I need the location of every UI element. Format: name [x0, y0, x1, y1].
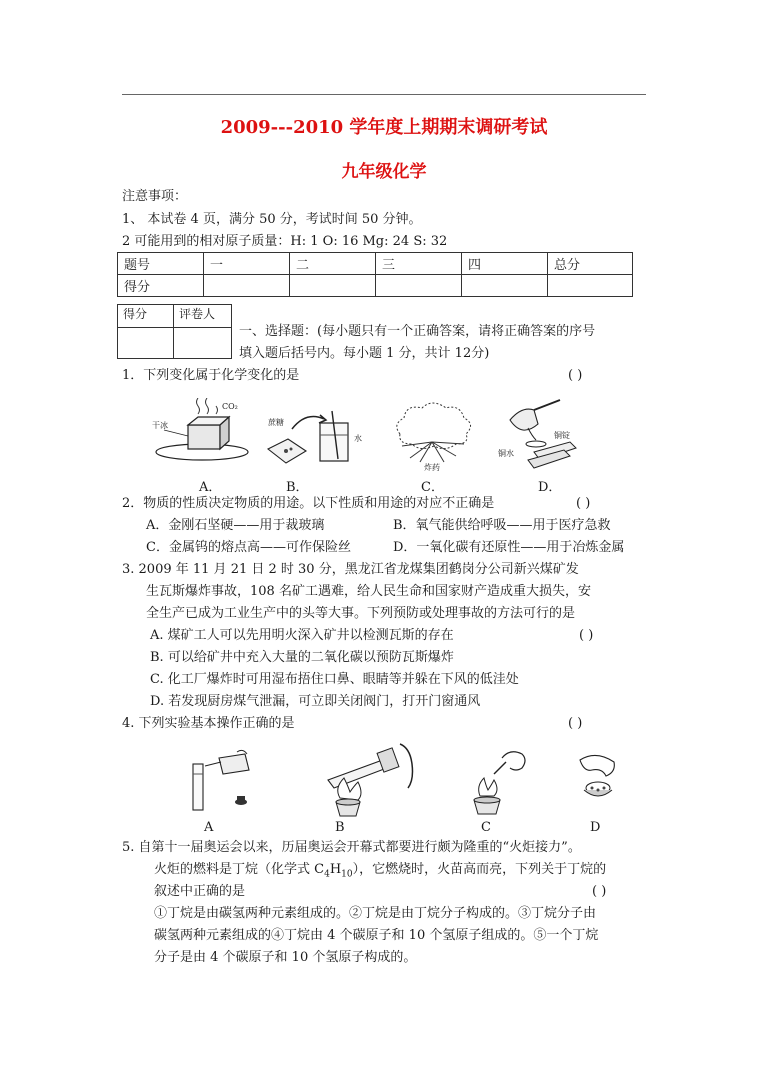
grader-name-cell[interactable] — [174, 328, 232, 359]
q4-answer-bracket[interactable]: ( ) — [568, 716, 583, 731]
water-label: 水 — [354, 434, 362, 443]
q4-label-d: D — [590, 820, 601, 835]
q1-label-a: A． — [199, 480, 222, 495]
score-row-label: 得分 — [118, 275, 204, 297]
extinguishing-lamp-image — [572, 752, 624, 812]
q5-stem-line-3: 叙述中正确的是 — [154, 884, 246, 899]
q5-stem-line-1: 5. 自第十一届奥运会以来，历届奥运会开幕式都要进行颇为隆重的“火炬接力”。 — [122, 840, 581, 855]
section-1-instructions-line-1: 一、选择题：(每小题只有一个正确答案，请将正确答案的序号 — [239, 324, 596, 339]
q3-option-a[interactable]: A. 煤矿工人可以先用明火深入矿井以检测瓦斯的存在 — [150, 628, 454, 643]
q2-option-d[interactable]: D．一氧化碳有还原性——用于冶炼金属 — [393, 540, 625, 555]
section-1-instructions-line-2: 填入题后括号内。每小题 1 分，共计 12分) — [239, 346, 490, 361]
score-cell[interactable] — [462, 275, 548, 297]
dry-ice-label: 干冰 — [152, 421, 168, 430]
dry-ice-sublimation-image — [150, 398, 255, 470]
score-cell[interactable] — [204, 275, 290, 297]
q5-stem-line-2 — [154, 860, 606, 885]
pouring-liquid-image — [175, 748, 255, 818]
score-header-cell: 二 — [290, 253, 376, 275]
q3-stem-line-2: 生瓦斯爆炸事故，108 名矿工遇难，给人民生命和国家财产造成重大损失，安 — [146, 584, 591, 599]
q5-statements-line-1: ①丁烷是由碳氢两种元素组成的。②丁烷是由丁烷分子构成的。③丁烷分子由 — [154, 906, 597, 921]
q1-figure-c — [380, 398, 486, 472]
q3-option-c[interactable]: C. 化工厂爆炸时可用湿布捂住口鼻、眼睛等并躲在下风的低洼处 — [150, 672, 519, 687]
q4-figure-c — [458, 744, 538, 820]
q1-figure-b — [262, 405, 366, 469]
q4-label-b: B — [335, 820, 345, 835]
q4-figure-b — [318, 742, 428, 822]
score-cell[interactable] — [548, 275, 633, 297]
score-header-cell: 总分 — [548, 253, 633, 275]
formula-subscript-h: 10 — [341, 869, 353, 880]
notes-line-1: 1、 本试卷 4 页，满分 50 分，考试时间 50 分钟。 — [122, 212, 422, 227]
q4-label-c: C — [481, 820, 491, 835]
q3-option-d[interactable]: D. 若发现厨房煤气泄漏，可立即关闭阀门，打开门窗通风 — [150, 694, 481, 709]
grader-score-cell[interactable] — [118, 328, 174, 359]
q5-statements-line-2: 碳氢两种元素组成的④丁烷由 4 个碳原子和 10 个氢原子组成的。⑤一个丁烷 — [154, 928, 599, 943]
molten-copper-casting-image — [494, 398, 586, 472]
q2-answer-bracket[interactable]: ( ) — [576, 496, 591, 511]
score-table — [117, 252, 633, 297]
score-header-cell: 一 — [204, 253, 290, 275]
notes-line-2: 2 可能用到的相对原子质量：H: 1 O: 16 Mg: 24 S: 32 — [122, 234, 448, 249]
q5-line2-text: 火炬的燃料是丁烷（化学式 C — [154, 862, 325, 877]
q4-figure-a — [175, 748, 255, 818]
q1-label-c: C． — [421, 480, 444, 495]
q4-stem: 4. 下列实验基本操作正确的是 — [122, 716, 295, 731]
heating-test-tube-image — [318, 742, 428, 822]
q4-figure-d — [572, 752, 624, 812]
q2-option-b[interactable]: B．氧气能供给呼吸——用于医疗急救 — [393, 518, 611, 533]
q1-label-b: B． — [286, 480, 309, 495]
score-header-cell: 三 — [376, 253, 462, 275]
sugar-label: 蔗糖 — [268, 418, 284, 427]
copper-ingot-label: 铜锭 — [554, 431, 570, 440]
q3-option-b[interactable]: B. 可以给矿井中充入大量的二氧化碳以预防瓦斯爆炸 — [150, 650, 454, 665]
score-cell[interactable] — [290, 275, 376, 297]
q3-stem-line-1: 3. 2009 年 11 月 21 日 2 时 30 分，黑龙江省龙煤集团鹤岗分公司新兴煤矿发 — [122, 562, 579, 577]
formula-h: H — [329, 862, 342, 877]
explosive-label: 炸药 — [424, 463, 440, 472]
grader-table — [117, 304, 232, 359]
score-table-score-row — [118, 275, 633, 297]
co2-label: CO₂ — [222, 402, 238, 411]
q3-answer-bracket[interactable]: ( ) — [579, 628, 594, 643]
q1-figure-a — [150, 398, 255, 470]
exam-title: 2009---2010 学年度上期期末调研考试 — [220, 117, 548, 138]
q1-figure-d — [494, 398, 586, 472]
exam-subtitle: 九年级化学 — [341, 162, 427, 182]
grader-name-label: 评卷人 — [174, 305, 232, 328]
q3-stem-line-3: 全生产已成为工业生产中的头等大事。下列预防或处理事故的方法可行的是 — [146, 606, 576, 621]
q2-stem: 2．物质的性质决定物质的用途。以下性质和用途的对应不正确是 — [122, 496, 495, 511]
q1-stem: 1．下列变化属于化学变化的是 — [122, 368, 300, 383]
q2-option-a[interactable]: A．金刚石坚硬——用于裁玻璃 — [146, 518, 325, 533]
copper-water-label: 铜水 — [498, 449, 514, 458]
lighting-alcohol-lamp-image — [458, 744, 538, 820]
grader-score-label: 得分 — [118, 305, 174, 328]
score-table-header-row — [118, 253, 633, 275]
score-header-cell: 题号 — [118, 253, 204, 275]
q1-answer-bracket[interactable]: ( ) — [568, 368, 583, 383]
sugar-dissolving-image — [262, 405, 366, 469]
q5-statements-line-3: 分子是由 4 个碳原子和 10 个氢原子构成的。 — [154, 950, 417, 965]
formula-subscript-c: 4 — [324, 869, 330, 880]
q4-label-a: A — [204, 820, 214, 835]
q2-option-c[interactable]: C．金属钨的熔点高——可作保险丝 — [146, 540, 351, 555]
notes-heading: 注意事项： — [122, 189, 188, 204]
q5-line2-rest: ），它燃烧时，火苗高而亮，下列关于丁烷的 — [352, 862, 607, 877]
q1-label-d: D． — [538, 480, 562, 495]
score-cell[interactable] — [376, 275, 462, 297]
explosion-image — [380, 398, 486, 472]
header-rule — [122, 94, 646, 95]
q5-answer-bracket[interactable]: ( ) — [592, 884, 607, 899]
score-header-cell: 四 — [462, 253, 548, 275]
